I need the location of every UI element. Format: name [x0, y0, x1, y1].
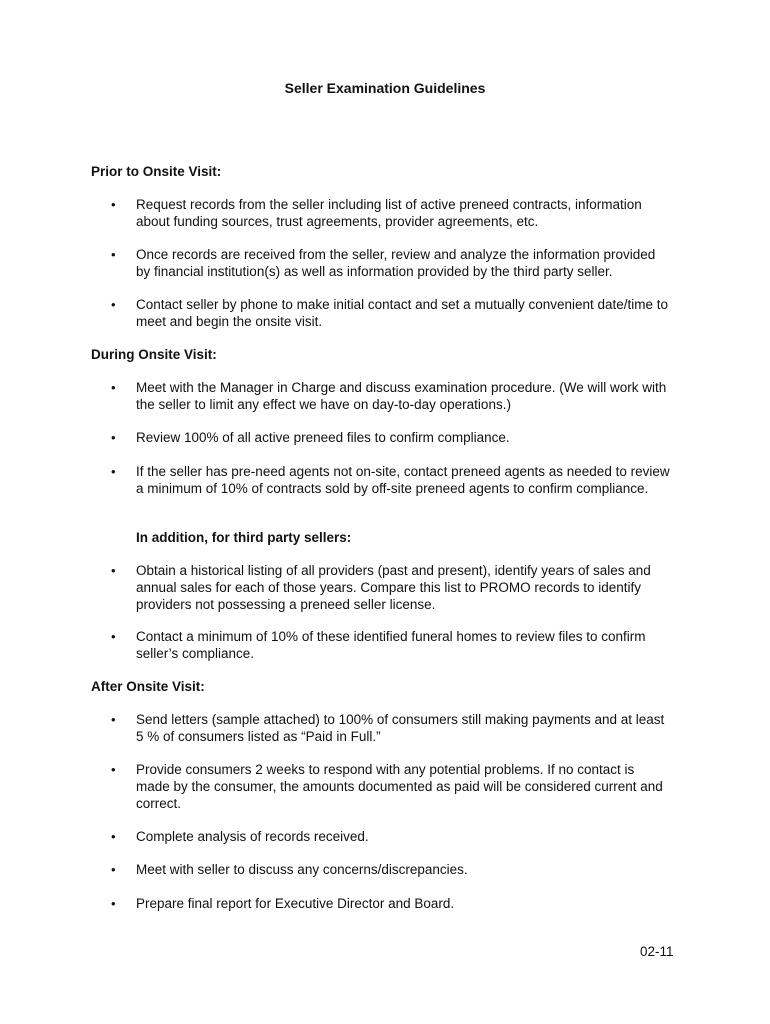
list-item-text: Send letters (sample attached) to 100% of consumers still making payments and at least 5 % of consumers listed as “Paid in Full.” [136, 712, 665, 744]
list-item [111, 711, 671, 745]
bullet-icon: • [111, 896, 116, 911]
bullet-icon: • [111, 297, 116, 312]
subheading-third-party: In addition, for third party sellers: [136, 530, 352, 545]
list-item-text: Contact seller by phone to make initial contact and set a mutually convenient date/time to meet and begin the onsite visit. [136, 297, 669, 329]
bullet-icon: • [111, 829, 116, 844]
bullet-icon: • [111, 862, 116, 877]
list-item-text: If the seller has pre-need agents not on-site, contact preneed agents as needed to review a minimum of 10% of contracts sold by off-site preneed agents to confirm compliance. [136, 464, 670, 496]
bullet-icon: • [111, 563, 116, 578]
list-item-text: Complete analysis of records received. [136, 829, 369, 844]
list-item [111, 379, 671, 413]
list-item [111, 196, 671, 230]
list-item-text: Meet with seller to discuss any concerns/discrepancies. [136, 862, 468, 877]
list-item [111, 463, 671, 497]
list-item-text: Request records from the seller including list of active preneed contracts, information about funding sources, trust agreements, provider agreements, etc. [136, 197, 642, 229]
bullet-icon: • [111, 629, 116, 644]
list-item [111, 861, 671, 878]
list-item [111, 761, 671, 812]
bullet-icon: • [111, 712, 116, 727]
list-item-text: Once records are received from the seller, review and analyze the information provided by financial institution(s) as well as information provided by the third party seller. [136, 247, 656, 279]
bullet-icon: • [111, 430, 116, 445]
list-item [111, 429, 671, 446]
list-item [111, 895, 671, 912]
bullet-icon: • [111, 762, 116, 777]
list-item [111, 628, 671, 662]
list-item-text: Provide consumers 2 weeks to respond with any potential problems. If no contact is made by the consumer, the amounts documented as paid will be considered current and correct. [136, 762, 663, 811]
bullet-icon: • [111, 197, 116, 212]
bullet-icon: • [111, 380, 116, 395]
list-item [111, 296, 671, 330]
page-title: Seller Examination Guidelines [284, 80, 486, 96]
list-item-text: Meet with the Manager in Charge and discuss examination procedure. (We will work with the seller to limit any effect we have on day-to-day operations.) [136, 380, 667, 412]
list-item [111, 246, 671, 280]
list-item-text: Review 100% of all active preneed files to confirm compliance. [136, 430, 510, 445]
bullet-icon: • [111, 464, 116, 479]
list-item [111, 562, 671, 613]
bullet-icon: • [111, 247, 116, 262]
section-heading-during: During Onsite Visit: [91, 347, 217, 362]
document-code: 02-11 [640, 944, 674, 959]
section-heading-prior: Prior to Onsite Visit: [91, 164, 222, 179]
list-item-text: Prepare final report for Executive Director and Board. [136, 896, 455, 911]
list-item [111, 828, 671, 845]
list-item-text: Contact a minimum of 10% of these identified funeral homes to review files to confirm seller’s compliance. [136, 629, 646, 661]
section-heading-after: After Onsite Visit: [91, 679, 205, 694]
list-item-text: Obtain a historical listing of all providers (past and present), identify years of sales and annual sales for each of those years. Compare this list to PROMO records to identify providers not possessing a preneed seller license. [136, 563, 651, 612]
